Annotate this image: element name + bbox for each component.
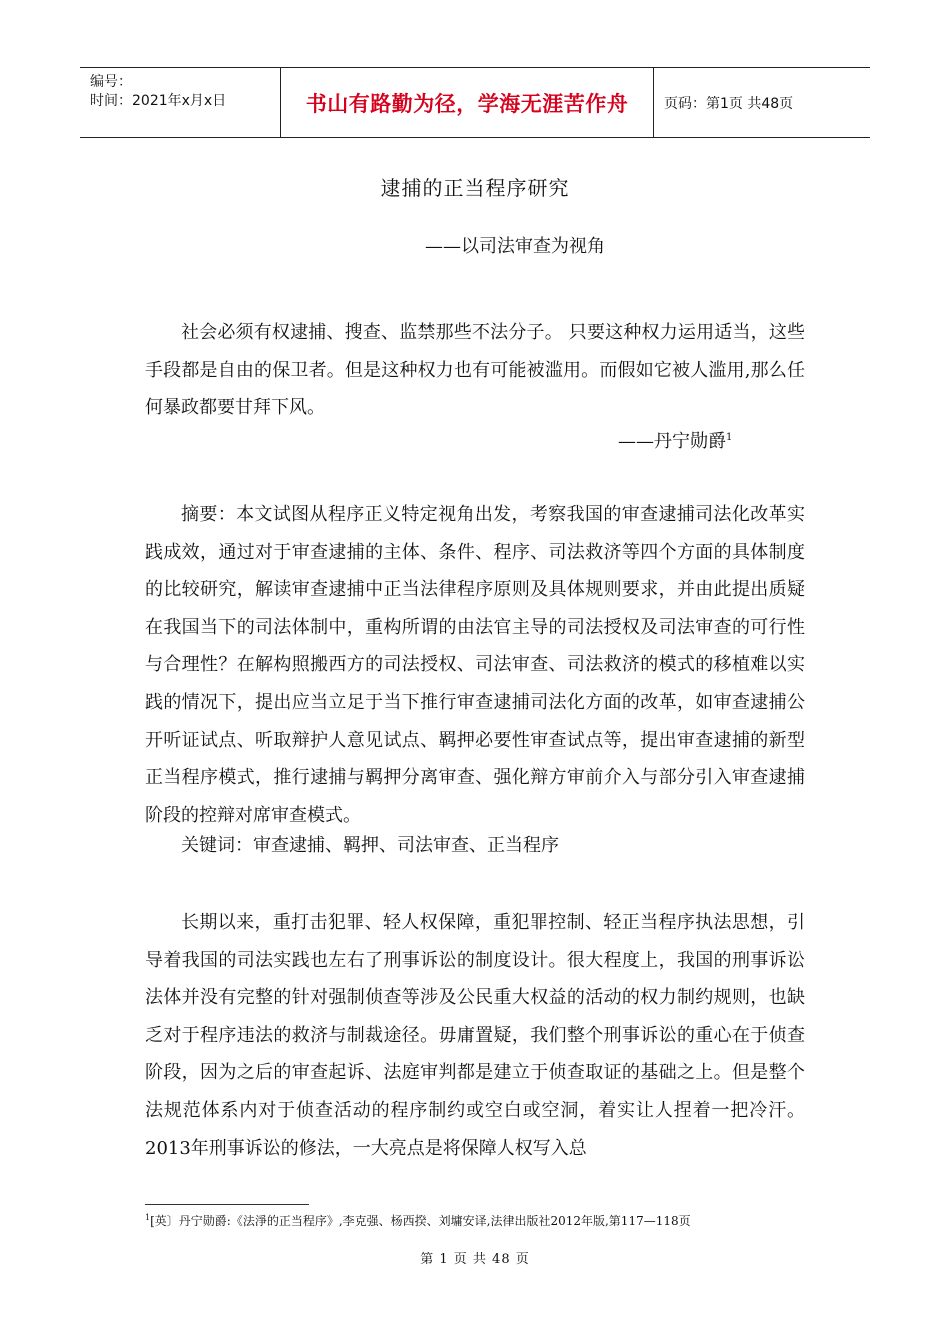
epigraph: 社会必须有权逮捕、搜查、监禁那些不法分子。 只要这种权力运用适当，这些手段都是自由的保卫者。但是这种权力也有可能被滥用。而假如它被人滥用,那么任何暴政都要甘拜下风。	[145, 322, 805, 419]
header-meta	[80, 68, 280, 137]
footnote	[145, 1210, 691, 1229]
document-header	[80, 67, 870, 138]
header-page-info: 页码：第1页 共48页	[664, 95, 794, 112]
header-motto: 书山有路勤为径，学海无涯苦作舟	[280, 68, 654, 137]
footnote-ref: 1	[726, 432, 733, 443]
abstract-paragraph: 摘要：本文试图从程序正义特定视角出发，考察我国的审查逮捕司法化改革实践成效，通过对于审查逮捕的主体、条件、程序、司法救济等四个方面的具体制度的比较研究，解读审查逮捕中正当法律程序原则及具体规则要求，并由此提出质疑在我国当下的司法体制中，重构所谓的由法官主导的司法授权及司法审查的可行性与合理性？在解构照搬西方的司法授权、司法审查、司法救济的模式的移植难以实践的情况下，提出应当立足于当下推行审查逮捕司法化方面的改革，如审查逮捕公开听证试点、听取辩护人意见试点、羁押必要性审查试点等，提出审查逮捕的新型正当程序模式，推行逮捕与羁押分离审查、强化辩方审前介入与部分引入审查逮捕阶段的控辩对席审查模式。	[145, 504, 805, 826]
epigraph-attribution	[618, 427, 732, 453]
footnote-text: [英〕丹宁勋爵:《法淨的正当程序》,李克强、杨西揆、刘墉安译,法律出版社2012年版,第117—118页	[150, 1214, 691, 1228]
document-subtitle: ——以司法审查为视角	[425, 236, 605, 257]
keywords: 关键词：审查逮捕、羁押、司法审查、正当程序	[181, 835, 559, 856]
number-label: 编号：	[90, 74, 132, 90]
epigraph-author: ——丹宁勋爵	[618, 431, 726, 452]
page-footer: 第 1 页 共 48 页	[420, 1252, 530, 1267]
body-paragraph: 长期以来，重打击犯罪、轻人权保障，重犯罪控制、轻正当程序执法思想，引导着我国的司法实践也左右了刑事诉讼的制度设计。很大程度上，我国的刑事诉讼法体并没有完整的针对强制侦查等涉及公民重大权益的活动的权力制约规则，也缺乏对于程序违法的救济与制裁途径。毋庸置疑，我们整个刑事诉讼的重心在于侦查阶段，因为之后的审查起诉、法庭审判都是建立于侦查取证的基础之上。但是整个法规范体系内对于侦查活动的程序制约或空白或空洞，着实让人捏着一把冷汗。2013年刑事诉讼的修法，一大亮点是将保障人权写入总	[145, 912, 805, 1159]
document-title: 逮捕的正当程序研究	[380, 176, 570, 200]
footnote-divider	[145, 1204, 309, 1205]
footnote-number: 1	[145, 1213, 151, 1222]
date-label: 时间：2021年x月x日	[90, 93, 227, 109]
